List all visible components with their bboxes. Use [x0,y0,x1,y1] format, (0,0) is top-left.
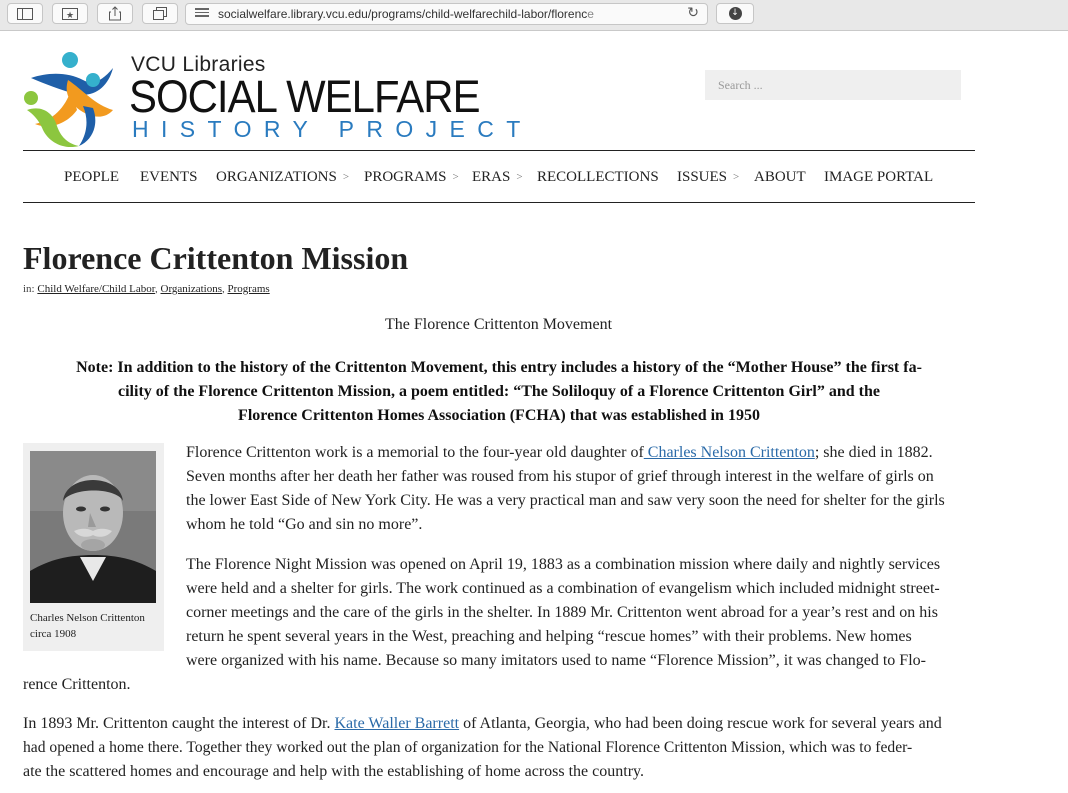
share-button[interactable] [97,3,133,24]
meta-prefix: in: [23,283,35,295]
category-link-child-welfare[interactable]: Child Welfare/Child Labor [37,283,155,295]
paragraph-2-line: return he spent several years in the West, preaching and helping “rescue homes” with their problems. New homes [186,628,912,645]
nav-item-image-portal[interactable] [824,169,933,186]
nav-item-label: IMAGE PORTAL [824,169,934,185]
nav-item-label: ORGANIZATIONS [216,169,337,185]
brand-history-project[interactable]: HISTORY PROJECT [132,116,533,142]
nav-item-label: PROGRAMS [364,169,447,185]
paragraph-2-line: were held and a shelter for girls. The work continued as a combination of evangelism which included midnight street- [186,580,940,597]
nav-item-label: RECOLLECTIONS [537,169,659,185]
text-span: In 1893 Mr. Crittenton caught the interest of Dr. [23,715,335,732]
submenu-caret-icon: > [516,171,523,183]
sidebar-icon [17,8,33,20]
tabs-overview-button[interactable] [142,3,178,24]
category-link-organizations[interactable]: Organizations [160,283,223,295]
share-icon [108,6,122,21]
main-navigation [23,150,975,203]
nav-item-programs[interactable] [364,169,459,186]
sidebar-toggle-button[interactable] [7,3,43,24]
paragraph-1-line: whom he told “Go and sin no more”. [186,516,423,533]
note-line: Florence Crittenton Homes Association (FCHA) that was established in 1950 [238,407,760,424]
kate-waller-barrett-link[interactable]: Kate Waller Barrett [334,715,460,732]
nav-item-issues[interactable] [677,169,739,186]
submenu-caret-icon: > [733,171,740,183]
nav-item-label: ERAS [472,169,511,185]
tabs-icon [153,7,167,20]
url-text[interactable]: socialwelfare.library.vcu.edu/programs/child-welfarechild-labor/florence [218,7,594,21]
nav-item-organizations[interactable] [216,169,349,186]
brand-social-welfare[interactable]: SOCIAL WELFARE [129,71,480,122]
text-span: ; she died in 1882. [814,444,933,461]
nav-item-label: PEOPLE [64,169,120,185]
paragraph-2-line: rence Crittenton. [23,676,131,693]
brand-vcu-libraries[interactable]: VCU Libraries [131,53,266,76]
category-link-programs[interactable]: Programs [227,283,270,295]
paragraph-3-line: had opened a home there. Together they worked out the plan of organization for the National Florence Crittenton Mission, which was to feder- [23,739,913,756]
reader-view-icon[interactable] [195,8,209,20]
page-title: Florence Crittenton Mission [23,240,409,276]
paragraph-2-line: corner meetings and the care of the girls in the shelter. In 1889 Mr. Crittenton went abroad for a year’s rest and on his [186,604,938,621]
note-line: cility of the Florence Crittenton Mission, a poem entitled: “The Soliloquy of a Florence Crittenton Girl” and the [118,383,880,400]
editor-note [23,356,975,428]
nav-item-about[interactable] [754,169,806,186]
bookmark-star-icon [62,8,78,20]
nav-item-eras[interactable] [472,169,523,186]
site-logo-icon[interactable] [23,50,123,150]
nav-item-events[interactable] [140,169,198,186]
search-input[interactable] [705,70,961,100]
submenu-caret-icon: > [452,171,459,183]
submenu-caret-icon: > [342,171,350,183]
note-line: Note: In addition to the history of the Crittenton Movement, this entry includes a history of the “Mother House” the first fa- [76,359,922,376]
paragraph-3-line [23,715,942,733]
article-subtitle: The Florence Crittenton Movement [384,316,613,333]
paragraph-1-line [186,444,933,462]
paragraph-1-line: Seven months after her death her father was roused from his stupor of grief through interest in the welfare of girls on [186,468,934,485]
address-bar[interactable] [185,3,708,25]
download-icon: ↓ [729,7,742,20]
browser-toolbar [0,0,1068,31]
nav-item-people[interactable] [64,169,119,186]
paragraph-2-line: were organized with his name. Because so many imitators used to name “Florence Mission”, it was changed to Flo- [186,652,926,669]
portrait-photo[interactable] [30,451,156,603]
svg-text:★: ★ [65,10,75,20]
nav-item-label: EVENTS [140,169,198,185]
photo-caption: Charles Nelson Crittenton circa 1908 [30,612,145,640]
paragraph-1-line: the lower East Side of New York City. He was a very practical man and saw very soon the need for shelter for the girls [186,492,945,509]
nav-item-recollections[interactable] [537,169,659,186]
photo-figure [23,443,164,651]
bookmarks-button[interactable] [52,3,88,24]
nav-item-label: ABOUT [754,169,806,185]
category-links: in: Child Welfare/Child Labor, Organizations, Programs [23,283,270,295]
paragraph-2-line: The Florence Night Mission was opened on April 19, 1883 as a combination mission where daily and nightly services [186,556,941,573]
text-span: of Atlanta, Georgia, who had been doing rescue work for several years and [459,715,942,732]
paragraph-3-line: ate the scattered homes and encourage and help with the establishing of home across the country. [23,763,644,780]
charles-nelson-crittenton-link[interactable]: Charles Nelson Crittenton [643,444,815,461]
text-span: Florence Crittenton work is a memorial to the four-year old daughter of [186,444,644,461]
downloads-button[interactable] [716,3,754,24]
reload-icon[interactable]: ↻ [687,5,699,21]
nav-item-label: ISSUES [677,169,728,185]
